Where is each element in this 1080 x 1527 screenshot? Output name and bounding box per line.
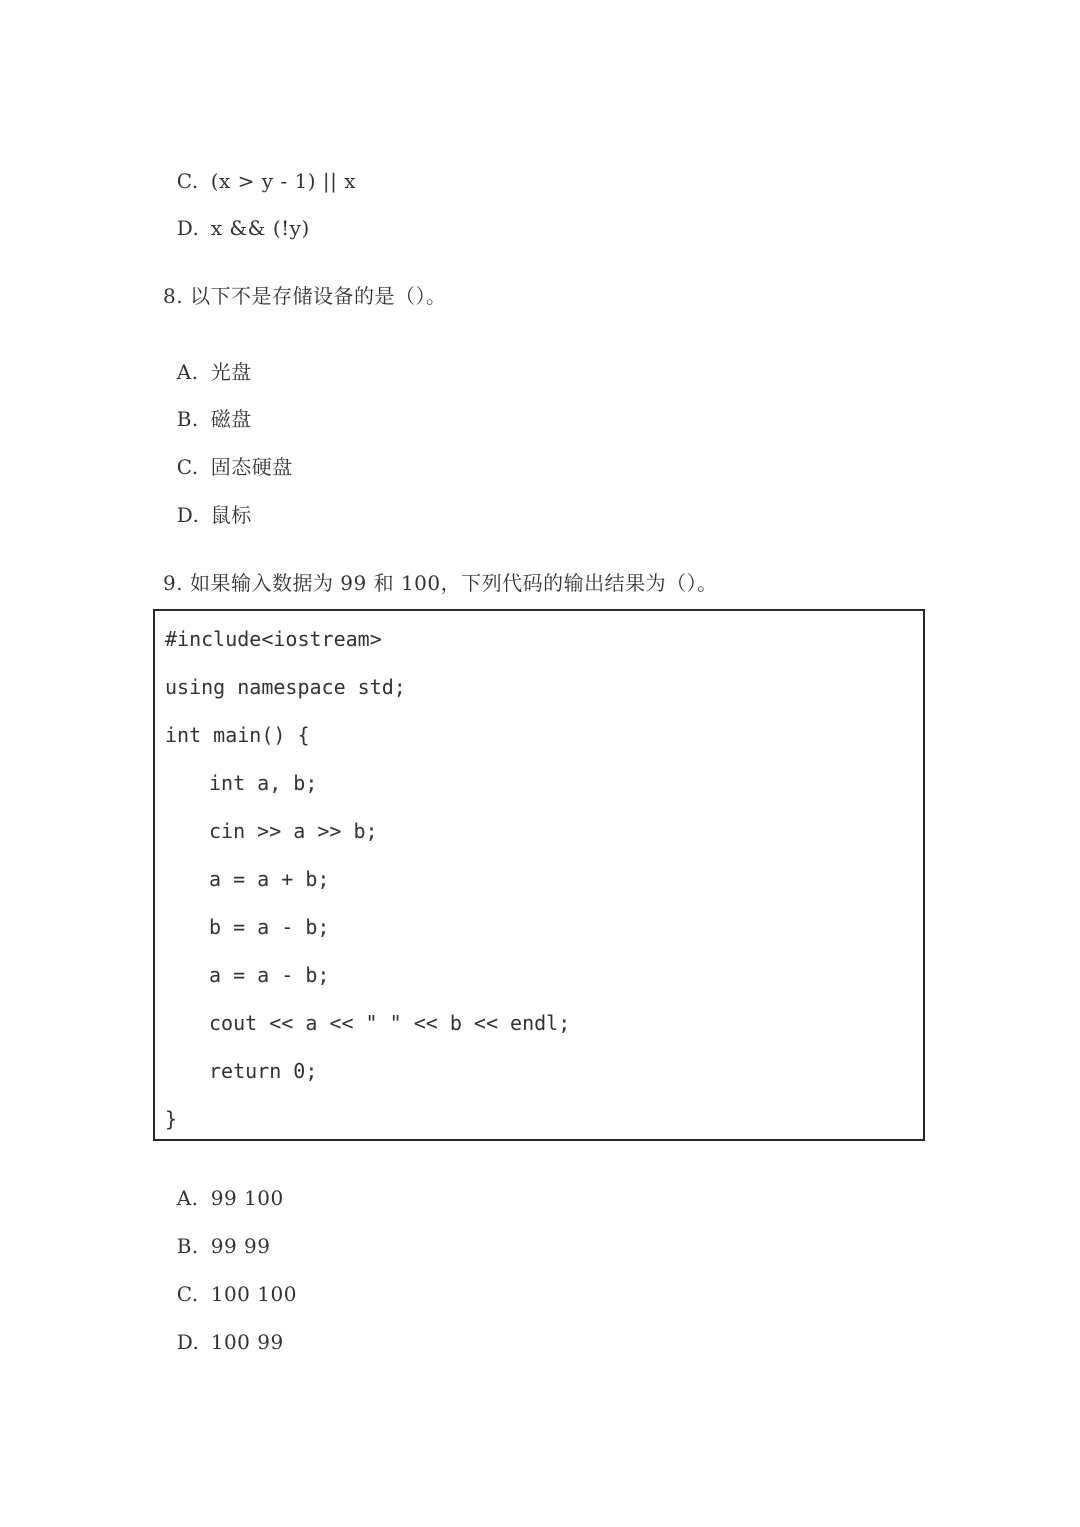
q7-option-d — [163, 186, 310, 242]
code-line: a = a + b; — [209, 867, 330, 891]
option-text: 磁盘 — [210, 407, 252, 431]
option-label: C. — [176, 455, 199, 479]
option-text: 100 99 — [210, 1330, 284, 1354]
code-line: int a, b; — [209, 771, 318, 795]
code-line: a = a - b; — [209, 963, 330, 987]
option-label: D. — [176, 503, 200, 527]
option-label: A. — [176, 360, 199, 384]
option-label: C. — [176, 169, 199, 193]
option-text: 99 100 — [210, 1186, 284, 1210]
option-text: 99 99 — [210, 1234, 271, 1258]
code-line: int main() { — [165, 723, 310, 747]
code-line: } — [165, 1107, 178, 1131]
q9-option-d — [163, 1300, 284, 1356]
option-text: 100 100 — [210, 1282, 297, 1306]
q9-stem: 9. 如果输入数据为 99 和 100，下列代码的输出结果为（）。 — [163, 571, 718, 595]
code-line: using namespace std; — [165, 675, 406, 699]
option-text: (x > y - 1) || x — [210, 169, 357, 193]
code-line: cin >> a >> b; — [209, 819, 378, 843]
option-label: B. — [176, 407, 199, 431]
q8-stem: 8. 以下不是存储设备的是（）。 — [163, 284, 447, 308]
option-label: D. — [176, 1330, 200, 1354]
option-text: x && (!y) — [210, 216, 310, 240]
code-block — [153, 609, 925, 1141]
option-label: A. — [176, 1186, 199, 1210]
code-line: b = a - b; — [209, 915, 330, 939]
option-label: D. — [176, 216, 200, 240]
code-line: cout << a << " " << b << endl; — [209, 1011, 571, 1035]
option-text: 固态硬盘 — [210, 455, 293, 479]
q8-option-d — [163, 473, 252, 529]
code-line: #include<iostream> — [165, 627, 382, 651]
option-label: C. — [176, 1282, 199, 1306]
option-text: 鼠标 — [210, 503, 252, 527]
code-line: return 0; — [209, 1059, 318, 1083]
option-label: B. — [176, 1234, 199, 1258]
option-text: 光盘 — [210, 360, 252, 384]
